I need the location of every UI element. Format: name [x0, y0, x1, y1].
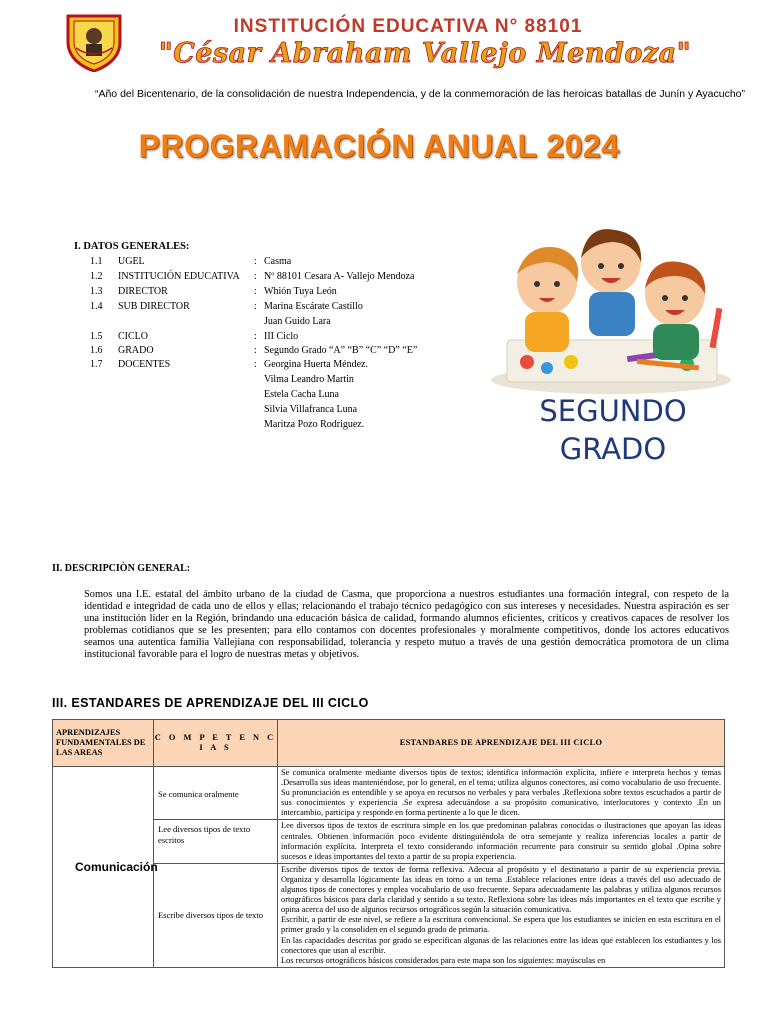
standards-table: [52, 719, 725, 968]
docente-name: Silvia Villafranca Luna: [264, 404, 358, 415]
standard-paragraph: Los recursos ortográficos básicos considerados para este mapa son los siguientes: mayúsculas en: [281, 955, 606, 965]
row-label: GRADO: [118, 345, 154, 356]
table-row: [53, 863, 725, 967]
row-value: Whión Tuya León: [264, 286, 337, 297]
standards-heading: III. ESTANDARES DE APRENDIZAJE DEL III CICLO: [52, 696, 369, 710]
row-value: III Ciclo: [264, 331, 299, 342]
row-number: 1.4: [90, 301, 103, 312]
table-header-row: [53, 720, 725, 767]
row-label: UGEL: [118, 256, 145, 267]
row-number: 1.7: [90, 359, 103, 370]
row-number: 1.2: [90, 271, 103, 282]
row-label: DOCENTES: [118, 359, 171, 370]
row-colon: :: [254, 345, 257, 356]
row-label: DIRECTOR: [118, 286, 168, 297]
institution-line: INSTITUCIÓN EDUCATIVA N° 88101: [233, 16, 583, 37]
row-colon: :: [254, 271, 257, 282]
general-description-text: Somos una I.E. estatal del ámbito urbano de la ciudad de Casma, que proporciona a nuestros estudiantes una formación integral, con respeto de la identidad e integridad de cada uno de ellos y ellas; relacionando el trabajo técnico pedagógico con sus intereses y necesidades. Nuestra aspiración es ser una institución líder en la Región, brindando una educación básica de calidad, formando alumnos eficientes, críticos y creativos capaces de resolver los problemas cotidianos que se les presenten; para ello contamos con docentes profesionales y moralmente competitivos, donde los actores educativos seamos una autentica familia Vallejiana con responsabilidad, tolerancia y respeto mutuo a través de una gestión democrática promotora de un clima institucional favorable para el logro de nuestras metas y objetivos.: [84, 589, 729, 661]
row-number: 1.1: [90, 256, 103, 267]
row-label: INSTITUCIÓN EDUCATIVA: [118, 271, 240, 282]
row-number: 1.5: [90, 331, 103, 342]
standard-text: Lee diversos tipos de textos de escritura simple en los que predominan palabras conocidas o ilustraciones que apoyan las ideas centrales. Obtienen información poco evidente distinguiéndola de otra semejante y realiza inferencias locales a partir de información explícita. Interpreta el texto considerando información recurrente para construir su sentido global .Opina sobre sucesos e ideas importantes del texto a partir de su propia experiencia.: [278, 820, 725, 863]
competency-name: Lee diversos tipos de texto escritos: [154, 820, 278, 863]
row-colon: :: [254, 256, 257, 267]
header-areas: APRENDIZAJES FUNDAMENTALES DE LAS AREAS: [53, 720, 154, 767]
row-colon: :: [254, 301, 257, 312]
general-description-heading: II. DESCRIPCIÒN GENERAL:: [52, 563, 191, 574]
standard-paragraph: Escribe diversos tipos de textos de forma reflexiva. Adecua al propósito y el destinatario a partir de su experiencia previa. Organiza y desarrolla lógicamente las ideas en torno a un tema .Establece relaciones entre ideas a través del uso adecuado de algunos tipos de conectores y emplea vocabulario de uso frecuente. Separa adecuadamente las palabras y utiliza algunos recursos ortográficos básicos para darla claridad y sentido a su texto. Reflexiona sobre las ideas más importantes en el texto que escribe y opina acerca del uso de algunos recursos ortográficos según la situación comunicativa.: [281, 864, 721, 915]
children-painting-illustration: [487, 212, 735, 396]
standard-text: Se comunica oralmente mediante diversos tipos de textos; identifica información explícita, infiere e interpreta hechos y temas .Desarrolla sus ideas manteniéndose, por lo general, en el tema; utiliza algunos conectores, así como vocabulario de uso frecuente. Su pronunciación es entendible y se apoya en recursos no verbales y para verbales .Reflexiona sobre textos escuchados a partir de sus conocimientos y experiencia .Se expresa adecuándose a su propósito comunicativo, interlocutores y contexto .En un intercambio, participa y responde en forma pertinente a lo que le dicen.: [278, 767, 725, 820]
year-motto: “Año del Bicentenario, de la consolidación de nuestra Independencia, y de la conmemoración de las heroicas batallas de Junín y Ayacucho”: [94, 88, 746, 100]
docente-name: Vilma Leandro Martin: [264, 374, 354, 385]
row-colon: :: [254, 331, 257, 342]
sub-director-extra: Juan Guido Lara: [264, 316, 331, 327]
competency-name: Se comunica oralmente: [154, 767, 278, 820]
row-value: Casma: [264, 256, 292, 267]
competency-name: Escribe diversos tipos de texto: [154, 863, 278, 967]
standard-text: [278, 863, 725, 967]
row-number: 1.3: [90, 286, 103, 297]
row-number: 1.6: [90, 345, 103, 356]
document-title: PROGRAMACIÓN ANUAL 2024: [138, 128, 620, 164]
row-value: Nº 88101 Cesara A- Vallejo Mendoza: [264, 271, 415, 282]
row-label: CICLO: [118, 331, 148, 342]
standard-paragraph: En las capacidades descritas por grado se especifican algunas de las relaciones entre las ideas que establecen los estudiantes y los conectores que usan al escribir.: [281, 935, 721, 955]
row-value: Marina Escárate Castillo: [264, 301, 363, 312]
table-row: [53, 767, 725, 820]
header-standards: ESTANDARES DE APRENDIZAJE DEL III CICLO: [278, 720, 725, 767]
docente-name: Estela Cacha Luna: [264, 389, 339, 400]
header-competencies: C O M P E T E N C I A S: [154, 720, 278, 767]
area-name: Comunicación: [53, 767, 154, 968]
row-colon: :: [254, 286, 257, 297]
standard-paragraph: Escribir, a partir de este nivel, se refiere a la escritura convencional. Se espera que los estudiantes se inicien en esta escritura en el primer grado y la consoliden en el segundo grado de primaria.: [281, 915, 721, 935]
row-colon: :: [254, 359, 257, 370]
general-data-heading: I. DATOS GENERALES:: [74, 241, 190, 252]
row-value: Segundo Grado “A” “B” “C” “D” “E”: [264, 345, 418, 356]
school-name: "César Abraham Vallejo Mendoza": [158, 38, 692, 69]
row-value: Georgina Huerta Méndez.: [264, 359, 368, 370]
row-label: SUB DIRECTOR: [118, 301, 190, 312]
grade-caption: SEGUNDO GRADO: [539, 394, 687, 466]
docente-name: Maritza Pozo Rodriguez.: [264, 419, 365, 430]
